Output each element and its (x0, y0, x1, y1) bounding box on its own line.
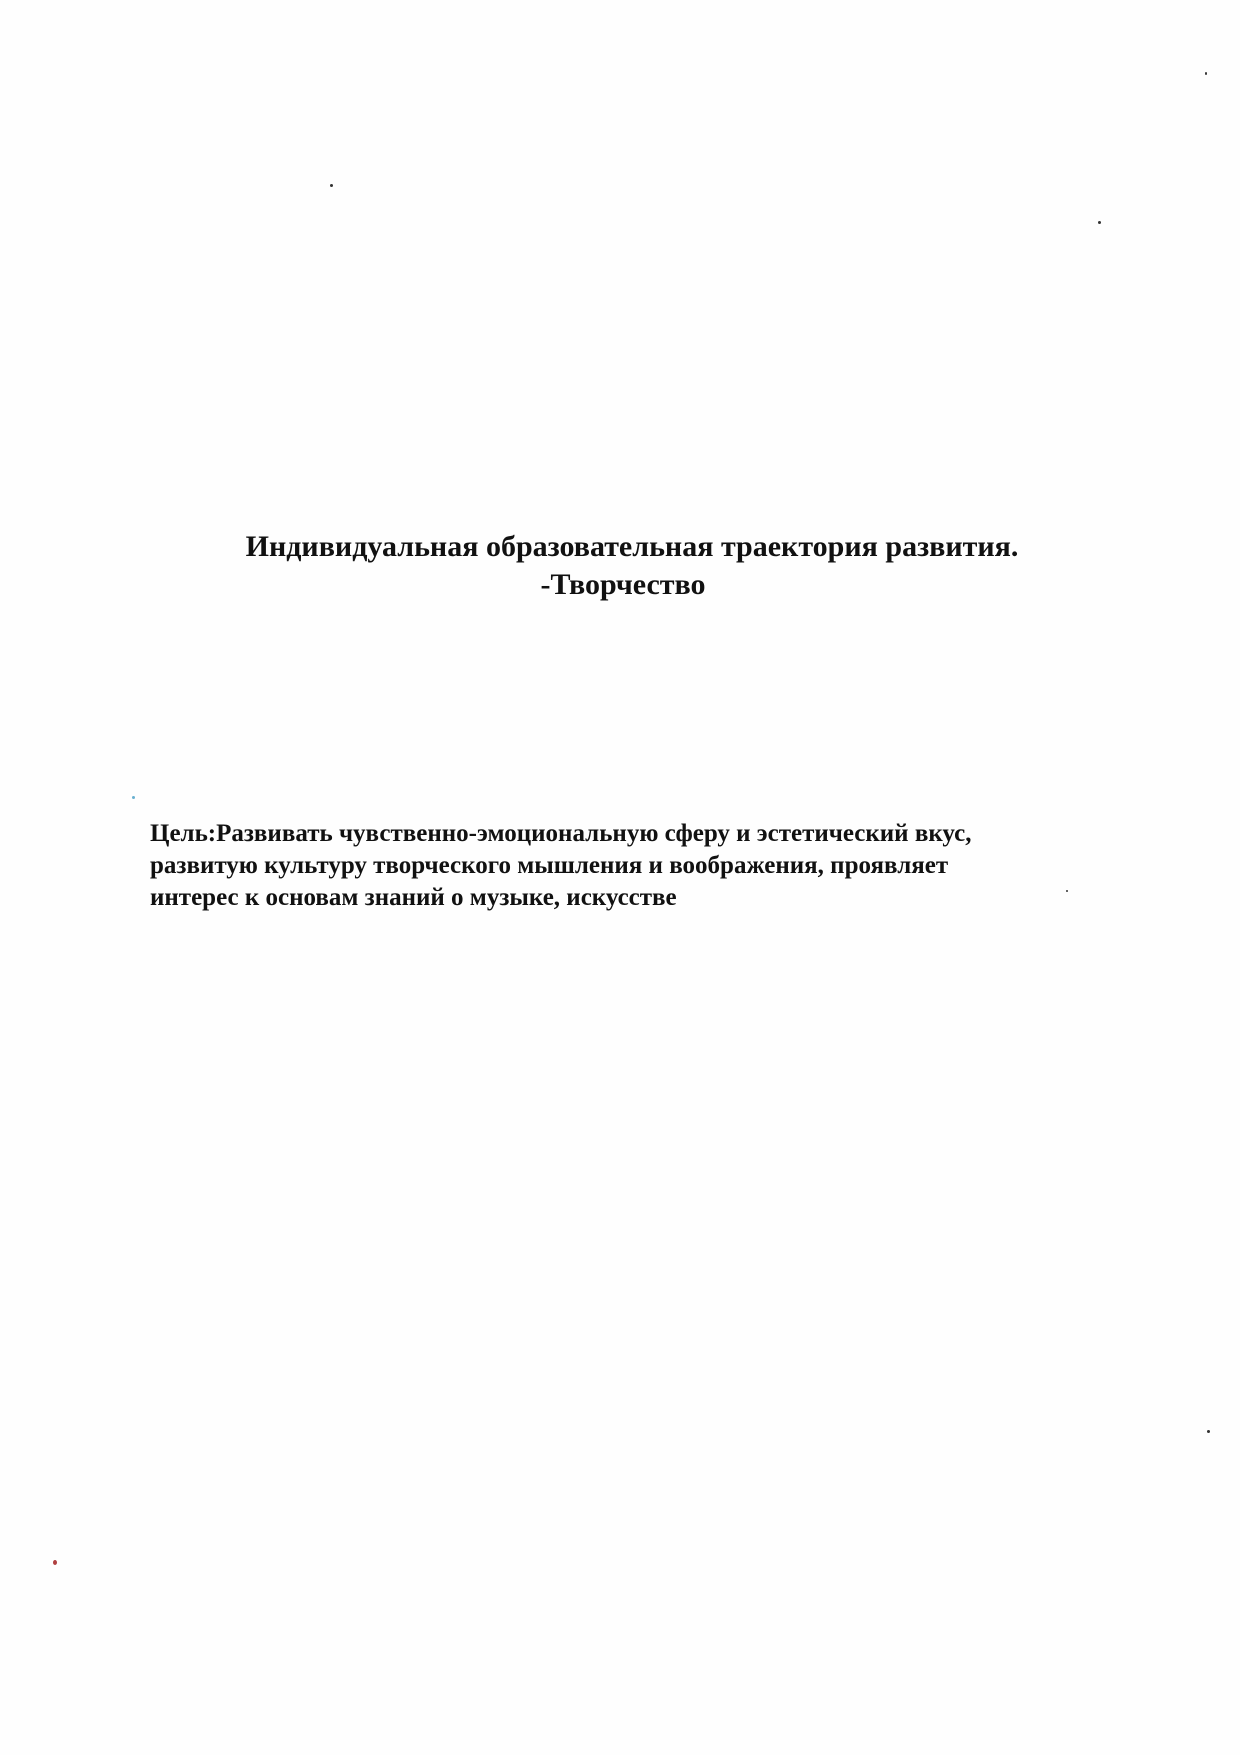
goal-paragraph (150, 818, 1150, 914)
goal-line: развитую культуру творческого мышления и воображения, проявляет (150, 852, 949, 879)
title-line: Индивидуальная образовательная траектория развития. (245, 530, 1019, 563)
scan-speck (1205, 72, 1207, 75)
scan-speck (1066, 890, 1068, 892)
document-title (0, 528, 1240, 604)
scan-speck (1207, 1430, 1210, 1433)
goal-line: Цель:Развивать чувственно-эмоциональную сферу и эстетический вкус, (150, 820, 972, 847)
scan-speck (1098, 221, 1101, 224)
subtitle-line: -Творчество (540, 568, 706, 601)
scan-speck (132, 796, 135, 799)
goal-line: интерес к основам знаний о музыке, искусстве (150, 884, 677, 911)
scan-speck (330, 184, 333, 187)
scan-speck (53, 1560, 57, 1565)
